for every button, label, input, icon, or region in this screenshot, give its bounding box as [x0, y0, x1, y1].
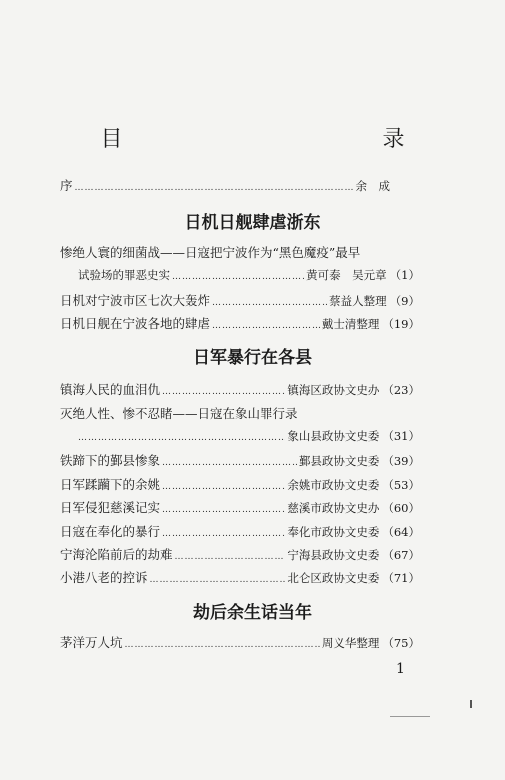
toc-entry [60, 451, 420, 469]
leader-dots [162, 505, 285, 515]
entry-title: 日机日舰在宁波各地的肆虐 [60, 316, 211, 331]
entry-page: （9） [389, 294, 420, 308]
section-heading: 日军暴行在各县 [193, 348, 312, 368]
entry-page: （23） [382, 383, 420, 397]
page-number: 1 [396, 661, 405, 677]
leader-dots [162, 482, 285, 492]
leader-dots [78, 433, 285, 443]
entry-page: （31） [382, 429, 420, 443]
leader-dots [172, 272, 304, 282]
leader-dots [75, 183, 354, 193]
entry-title: 灭绝人性、惨不忍睹——日寇在象山罪行录 [60, 406, 298, 421]
leader-dots [162, 529, 285, 539]
scan-speck [470, 700, 472, 708]
entry-author: 黄可泰 吴元章 [306, 268, 387, 282]
toc-entry [60, 568, 420, 586]
entry-title: 日寇在奉化的暴行 [60, 524, 161, 539]
entry-page: （39） [382, 454, 420, 468]
entry-title: 镇海人民的血泪仇 [60, 382, 161, 397]
entry-title: 日军蹂躏下的余姚 [60, 477, 161, 492]
leader-dots [125, 640, 320, 650]
toc-entry [60, 633, 420, 651]
entry-author: 象山县政协文史委 [287, 429, 380, 443]
section-heading: 劫后余生话当年 [193, 603, 312, 623]
toc-entry [60, 314, 420, 332]
toc-entry [60, 475, 420, 493]
leader-dots [212, 321, 320, 331]
toc-entry [60, 522, 420, 540]
entry-page: （53） [382, 478, 420, 492]
leader-dots [162, 458, 297, 468]
entry-page: （64） [382, 525, 420, 539]
entry-title: 宁海沦陷前后的劫难 [60, 547, 173, 562]
leader-dots [162, 387, 285, 397]
entry-page: （71） [382, 571, 420, 585]
entry-title: 茅洋万人坑 [60, 635, 123, 650]
entry-author: 余 成 [355, 179, 390, 193]
entry-title: 日机对宁波市区七次大轰炸 [60, 293, 211, 308]
entry-author: 慈溪市政协文史办 [287, 501, 380, 515]
entry-page: （75） [382, 636, 420, 650]
toc-entry-continued [78, 267, 420, 283]
scan-speck [390, 716, 430, 717]
toc-entry-continued [78, 428, 420, 444]
entry-title-continued: 试验场的罪恶史实 [78, 268, 170, 282]
section-heading: 日机日舰肆虐浙东 [184, 213, 321, 233]
entry-page: （1） [389, 268, 420, 282]
entry-author: 余姚市政协文史委 [287, 478, 380, 492]
toc-entry [60, 380, 420, 398]
toc-entry [60, 498, 420, 516]
entry-author: 宁海县政协文史委 [287, 548, 380, 562]
entry-page: （67） [382, 548, 420, 562]
entry-title: 序 [60, 178, 73, 193]
toc-entry [60, 404, 420, 422]
toc-entry [60, 243, 420, 261]
toc-entry [60, 291, 420, 309]
entry-title: 小港八老的控诉 [60, 570, 148, 585]
entry-title: 铁蹄下的鄞县惨象 [60, 453, 161, 468]
entry-author: 鄞县政协文史委 [298, 454, 380, 468]
entry-title: 惨绝人寰的细菌战——日寇把宁波作为“黑色魔疫”最早 [60, 245, 361, 260]
entry-author: 蔡益人整理 [329, 294, 387, 308]
entry-author: 戴士清整理 [321, 317, 380, 331]
leader-dots [212, 298, 327, 308]
toc-entry [60, 545, 420, 563]
entry-title: 日军侵犯慈溪记实 [60, 500, 161, 515]
entry-page: （19） [382, 317, 420, 331]
leader-dots [175, 552, 286, 562]
entry-page: （60） [382, 501, 420, 515]
entry-author: 奉化市政协文史委 [287, 525, 380, 539]
toc-entry-preface [60, 176, 420, 194]
entry-author: 周义华整理 [321, 636, 380, 650]
entry-author: 北仑区政协文史委 [287, 571, 380, 585]
entry-author: 镇海区政协文史办 [287, 383, 380, 397]
page-title: 目 录 [100, 127, 477, 152]
leader-dots [150, 575, 286, 585]
